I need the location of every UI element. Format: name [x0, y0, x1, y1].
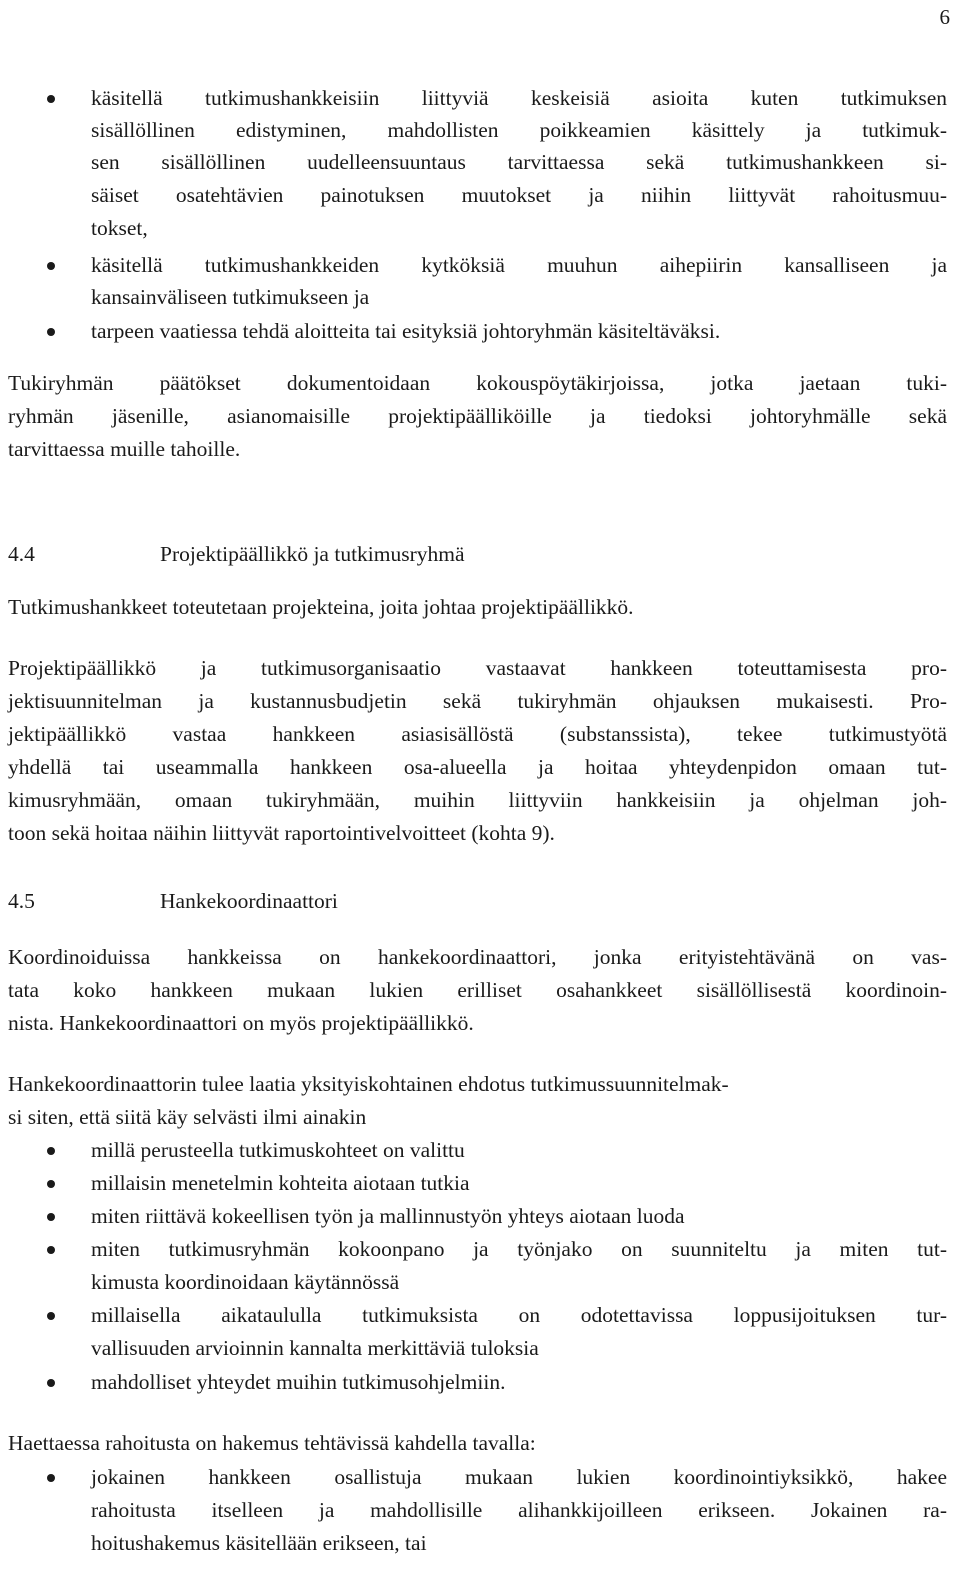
word: miten [839, 1237, 889, 1261]
word: jonka [593, 945, 642, 969]
bullet-icon [47, 1246, 55, 1254]
section-number: 4.5 [8, 889, 35, 913]
word: ohjauksen [652, 689, 741, 713]
word: lukien [369, 978, 424, 1002]
word: odotettavissa [580, 1303, 693, 1327]
line-text: tokset, [91, 216, 148, 240]
word: omaan [828, 755, 886, 779]
word: kimusryhmään, [8, 788, 142, 812]
word: yhdellä [8, 755, 72, 779]
word: aihepiirin [659, 253, 743, 277]
word: yhteydenpidon [669, 755, 797, 779]
word: liittyvät [728, 183, 796, 207]
word: sekä [908, 404, 947, 428]
word: hankkeen [272, 722, 355, 746]
word: käsitellä [91, 86, 163, 110]
word: tarvittaessa [507, 150, 605, 174]
word: hoitaa [585, 755, 638, 779]
word: ryhmän [8, 404, 74, 428]
word: millaisella [91, 1303, 181, 1327]
word: mahdollisten [387, 118, 499, 142]
word: jokainen [91, 1465, 166, 1489]
word: useammalla [155, 755, 259, 779]
word: rahoitusmuu- [832, 183, 947, 207]
word: asianomaisille [227, 404, 351, 428]
word: jektisuunnitelman [8, 689, 163, 713]
word: hankkeen [150, 978, 233, 1002]
word: tutkimushankkeisiin [204, 86, 380, 110]
word: hankkeen [610, 656, 693, 680]
word: sisällöllinen [161, 150, 266, 174]
word: ja [805, 118, 822, 142]
word: tut- [917, 755, 947, 779]
word: asioita [652, 86, 709, 110]
word: osahankkeet [556, 978, 663, 1002]
bullet-icon [47, 1213, 55, 1221]
word: ja [590, 404, 606, 428]
word: kansalliseen [784, 253, 890, 277]
word: jektipäällikkö [8, 722, 127, 746]
line-text: tarvittaessa muille tahoille. [8, 437, 241, 461]
word: hankekoordinaattori, [377, 945, 557, 969]
word: tukiryhmän [517, 689, 617, 713]
word: vastaavat [485, 656, 566, 680]
line-text: kimusta koordinoidaan käytännössä [91, 1270, 400, 1294]
word: hankkeen [289, 755, 373, 779]
bullet-icon [47, 1312, 55, 1320]
word: muuhun [547, 253, 618, 277]
word: on [852, 945, 874, 969]
word: erityistehtävänä [678, 945, 816, 969]
word: jaetaan [799, 371, 861, 395]
word: tuki- [906, 371, 947, 395]
word: muutokset [461, 183, 552, 207]
word: kokouspöytäkirjoissa, [476, 371, 665, 395]
line-text: Tutkimushankkeet toteutetaan projekteina, joita johtaa projektipäällikkö. [8, 595, 634, 619]
word: koko [73, 978, 117, 1002]
word: mukaisesti. [776, 689, 874, 713]
bullet-icon [47, 262, 55, 270]
word: tutkimuksen [840, 86, 947, 110]
line-text: toon sekä hoitaa näihin liittyvät raportointivelvoitteet (kohta 9). [8, 821, 555, 845]
word: tutkimuksista [362, 1303, 478, 1327]
word: suunniteltu [671, 1237, 767, 1261]
word: loppusijoituksen [733, 1303, 876, 1327]
word: kuten [750, 86, 799, 110]
bullet-icon [47, 1379, 55, 1387]
word: asiasisällöstä [401, 722, 514, 746]
word: tutkimusorganisaatio [261, 656, 441, 680]
word: tutkimushankkeen [726, 150, 884, 174]
word: miten [91, 1237, 140, 1261]
word: hankkeissa [187, 945, 282, 969]
word: toteuttamisesta [737, 656, 867, 680]
word: aikataululla [221, 1303, 322, 1327]
section-number: 4.4 [8, 542, 35, 566]
word: hankkeen [208, 1465, 291, 1489]
word: ja [749, 788, 765, 812]
word: projektipäälliköille [388, 404, 552, 428]
line-text: nista. Hankekoordinaattori on myös projektipäällikkö. [8, 1011, 474, 1035]
section-title: Hankekoordinaattori [160, 889, 338, 913]
word: omaan [174, 788, 233, 812]
section-title: Projektipäällikkö ja tutkimusryhmä [160, 542, 465, 566]
word: pro- [911, 656, 947, 680]
line-text: si siten, että siitä käy selvästi ilmi ainakin [8, 1105, 367, 1129]
word: hakee [896, 1465, 947, 1489]
word: si- [925, 150, 947, 174]
word: painotuksen [320, 183, 425, 207]
word: koordinoin- [845, 978, 947, 1002]
word: jäsenille, [111, 404, 189, 428]
line-text: hoitushakemus käsitellään erikseen, tai [91, 1531, 427, 1555]
word: säiset [91, 183, 139, 207]
word: ja [200, 656, 217, 680]
line-text: millä perusteella tutkimuskohteet on valittu [91, 1138, 465, 1162]
word: Pro- [909, 689, 947, 713]
word: jotka [710, 371, 754, 395]
word: ja [931, 253, 947, 277]
bullet-icon [47, 1180, 55, 1188]
word: osa-alueella [403, 755, 507, 779]
word: on [319, 945, 341, 969]
word: tutkimuk- [862, 118, 947, 142]
word: ja [588, 183, 604, 207]
word: (substanssista), [559, 722, 691, 746]
word: ra- [923, 1498, 947, 1522]
word: dokumentoidaan [286, 371, 431, 395]
word: tiedoksi [643, 404, 712, 428]
line-text: miten riittävä kokeellisen työn ja mallinnustyön yhteys aiotaan luoda [91, 1204, 685, 1228]
word: johtoryhmälle [749, 404, 871, 428]
bullet-icon [47, 95, 55, 103]
word: ja [198, 689, 214, 713]
word: osallistuja [334, 1465, 422, 1489]
word: niihin [640, 183, 692, 207]
word: tutkimushankkeiden [204, 253, 380, 277]
word: lukien [576, 1465, 631, 1489]
line-text: tarpeen vaatiessa tehdä aloitteita tai esityksiä johtoryhmän käsiteltäväksi. [91, 319, 721, 343]
word: sekä [646, 150, 685, 174]
word: itselleen [211, 1498, 284, 1522]
bullet-icon [47, 1147, 55, 1155]
word: sisällöllinen [91, 118, 195, 142]
word: työnjako [517, 1237, 593, 1261]
line-text: kansainväliseen tutkimukseen ja [91, 285, 370, 309]
word: kytköksiä [421, 253, 505, 277]
line-text: mahdolliset yhteydet muihin tutkimusohjelmiin. [91, 1370, 506, 1394]
word: rahoitusta [91, 1498, 176, 1522]
word: Tukiryhmän [8, 371, 114, 395]
word: ja [537, 755, 554, 779]
word: vastaa [172, 722, 227, 746]
word: erikseen. [698, 1498, 776, 1522]
word: tutkimusryhmän [168, 1237, 310, 1261]
word: kokoonpano [338, 1237, 445, 1261]
word: muihin [413, 788, 475, 812]
bullet-icon [47, 328, 55, 336]
word: Koordinoiduissa [8, 945, 151, 969]
word: sisällöllisestä [696, 978, 812, 1002]
word: ohjelman [798, 788, 879, 812]
word: mukaan [464, 1465, 533, 1489]
word: uudelleensuuntaus [307, 150, 466, 174]
word: päätökset [159, 371, 241, 395]
word: alihankkijoilleen [518, 1498, 663, 1522]
line-text: vallisuuden arvioinnin kannalta merkittäviä tuloksia [91, 1336, 539, 1360]
word: tekee [737, 722, 783, 746]
line-text: Haettaessa rahoitusta on hakemus tehtävissä kahdella tavalla: [8, 1431, 536, 1455]
word: sen [91, 150, 120, 174]
word: mukaan [267, 978, 336, 1002]
word: keskeisiä [530, 86, 610, 110]
word: tata [8, 978, 40, 1002]
line-text: Hankekoordinaattorin tulee laatia yksityiskohtainen ehdotus tutkimussuunnitelmak- [8, 1072, 729, 1096]
word: edistyminen, [235, 118, 347, 142]
word: osatehtävien [175, 183, 284, 207]
word: on [621, 1237, 643, 1261]
word: käsitellä [91, 253, 163, 277]
bullet-icon [47, 1474, 55, 1482]
word: ja [318, 1498, 335, 1522]
word: joh- [912, 788, 947, 812]
word: tukiryhmään, [266, 788, 381, 812]
word: poikkeamien [539, 118, 651, 142]
word: vas- [911, 945, 947, 969]
word: tur- [916, 1303, 947, 1327]
word: tai [102, 755, 125, 779]
word: Jokainen [810, 1498, 888, 1522]
line-text: millaisin menetelmin kohteita aiotaan tutkia [91, 1171, 470, 1195]
word: käsittely [691, 118, 765, 142]
word: hankkeisiin [616, 788, 716, 812]
word: Projektipäällikkö [8, 656, 157, 680]
word: koordinointiyksikkö, [673, 1465, 854, 1489]
page-number: 6 [939, 5, 950, 29]
word: tut- [917, 1237, 947, 1261]
word: on [518, 1303, 541, 1327]
word: ja [795, 1237, 811, 1261]
word: ja [473, 1237, 489, 1261]
word: mahdollisille [370, 1498, 483, 1522]
word: sekä [442, 689, 482, 713]
word: kustannusbudjetin [250, 689, 407, 713]
word: liittyviä [421, 86, 489, 110]
word: erilliset [457, 978, 522, 1002]
word: tutkimustyötä [828, 722, 947, 746]
word: liittyviin [508, 788, 583, 812]
